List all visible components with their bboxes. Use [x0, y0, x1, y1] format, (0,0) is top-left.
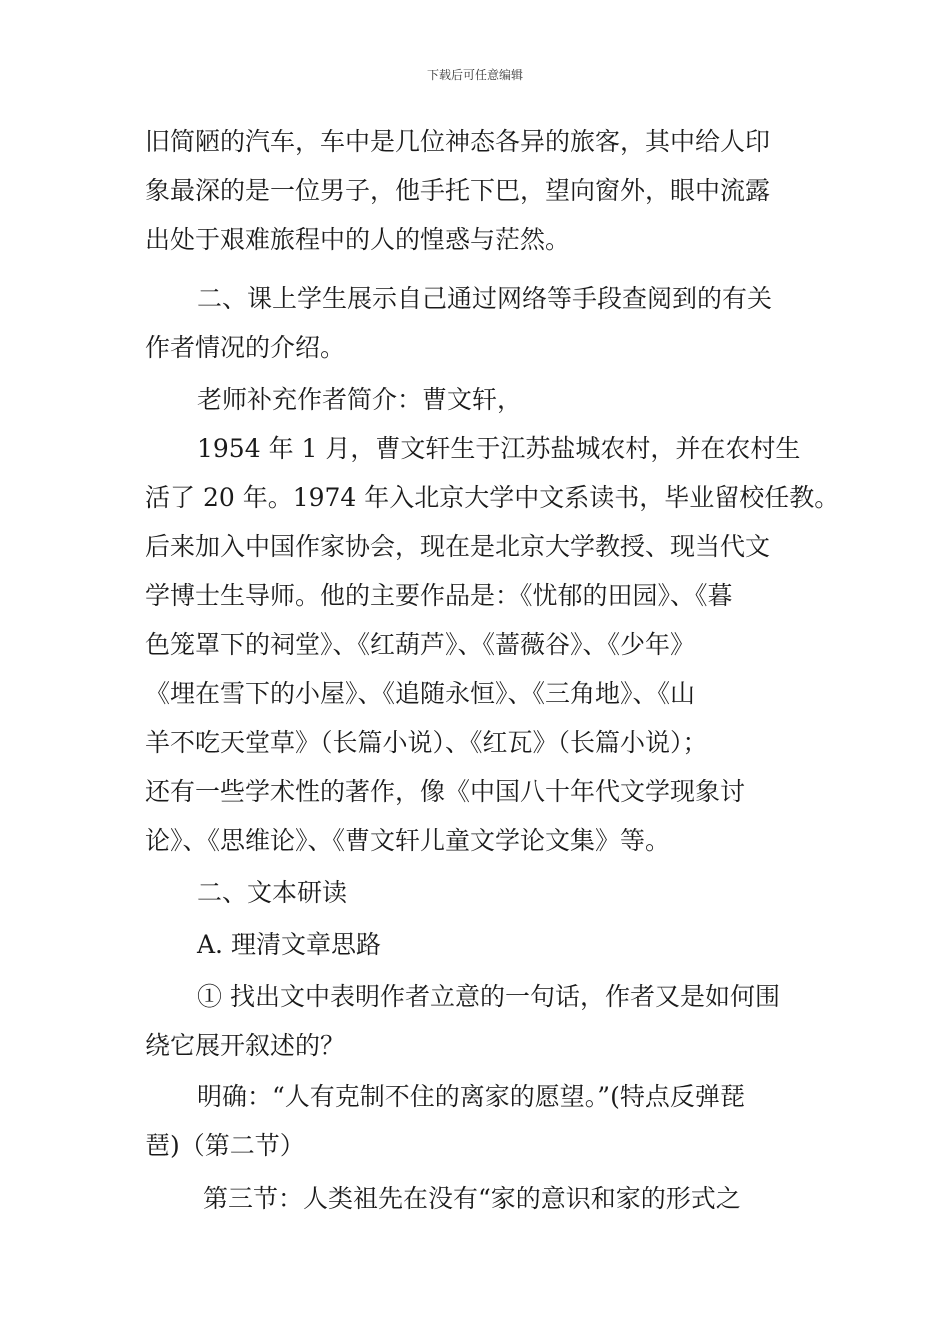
text-line: 论》、《思维论》、《曹文轩儿童文学论文集》等。 — [145, 826, 671, 855]
subsection-heading: A. 理清文章思路 — [197, 930, 381, 959]
text-line: 绕它展开叙述的？ — [145, 1031, 346, 1060]
text-line: 老师补充作者简介：曹文轩， — [197, 385, 523, 414]
text-line: 1954 年 1 月，曹文轩生于江苏盐城农村，并在农村生 — [197, 434, 801, 463]
text-line: 旧简陋的汽车，车中是几位神态各异的旅客，其中给人印 — [145, 127, 771, 156]
text-line: 琶)（第二节） — [145, 1131, 305, 1160]
text-line: 象最深的是一位男子，他手托下巴，望向窗外，眼中流露 — [145, 176, 771, 205]
text-line: 还有一些学术性的著作，像《中国八十年代文学现象讨 — [145, 777, 746, 806]
section-heading: 二、文本研读 — [197, 878, 348, 907]
text-line: 二、课上学生展示自己通过网络等手段查阅到的有关 — [197, 284, 773, 313]
text-line: 色笼罩下的祠堂》、《红葫芦》、《蔷薇谷》、《少年》 — [145, 630, 696, 659]
text-line: ① 找出文中表明作者立意的一句话，作者又是如何围 — [197, 982, 780, 1011]
text-line: 后来加入中国作家协会，现在是北京大学教授、现当代文 — [145, 532, 771, 561]
text-line: 作者情况的介绍。 — [145, 333, 346, 362]
text-line: 第三节：人类祖先在没有“家的意识和家的形式之 — [203, 1184, 741, 1213]
text-line: 羊不吃天堂草》（长篇小说）、《红瓦》（长篇小说）； — [145, 728, 708, 757]
text-line: 学博士生导师。他的主要作品是：《忧郁的田园》、《暮 — [145, 581, 733, 610]
text-line: 活了 20 年。1974 年入北京大学中文系读书，毕业留校任教。 — [145, 483, 840, 512]
page-header: 下载后可任意编辑 — [426, 68, 523, 82]
text-line: 出处于艰难旅程中的人的惶惑与茫然。 — [145, 225, 571, 254]
text-line: 《埋在雪下的小屋》、《追随永恒》、《三角地》、《山 — [145, 679, 696, 708]
text-line: 明确：“人有克制不住的离家的愿望。”(特点反弹琵 — [197, 1082, 745, 1111]
